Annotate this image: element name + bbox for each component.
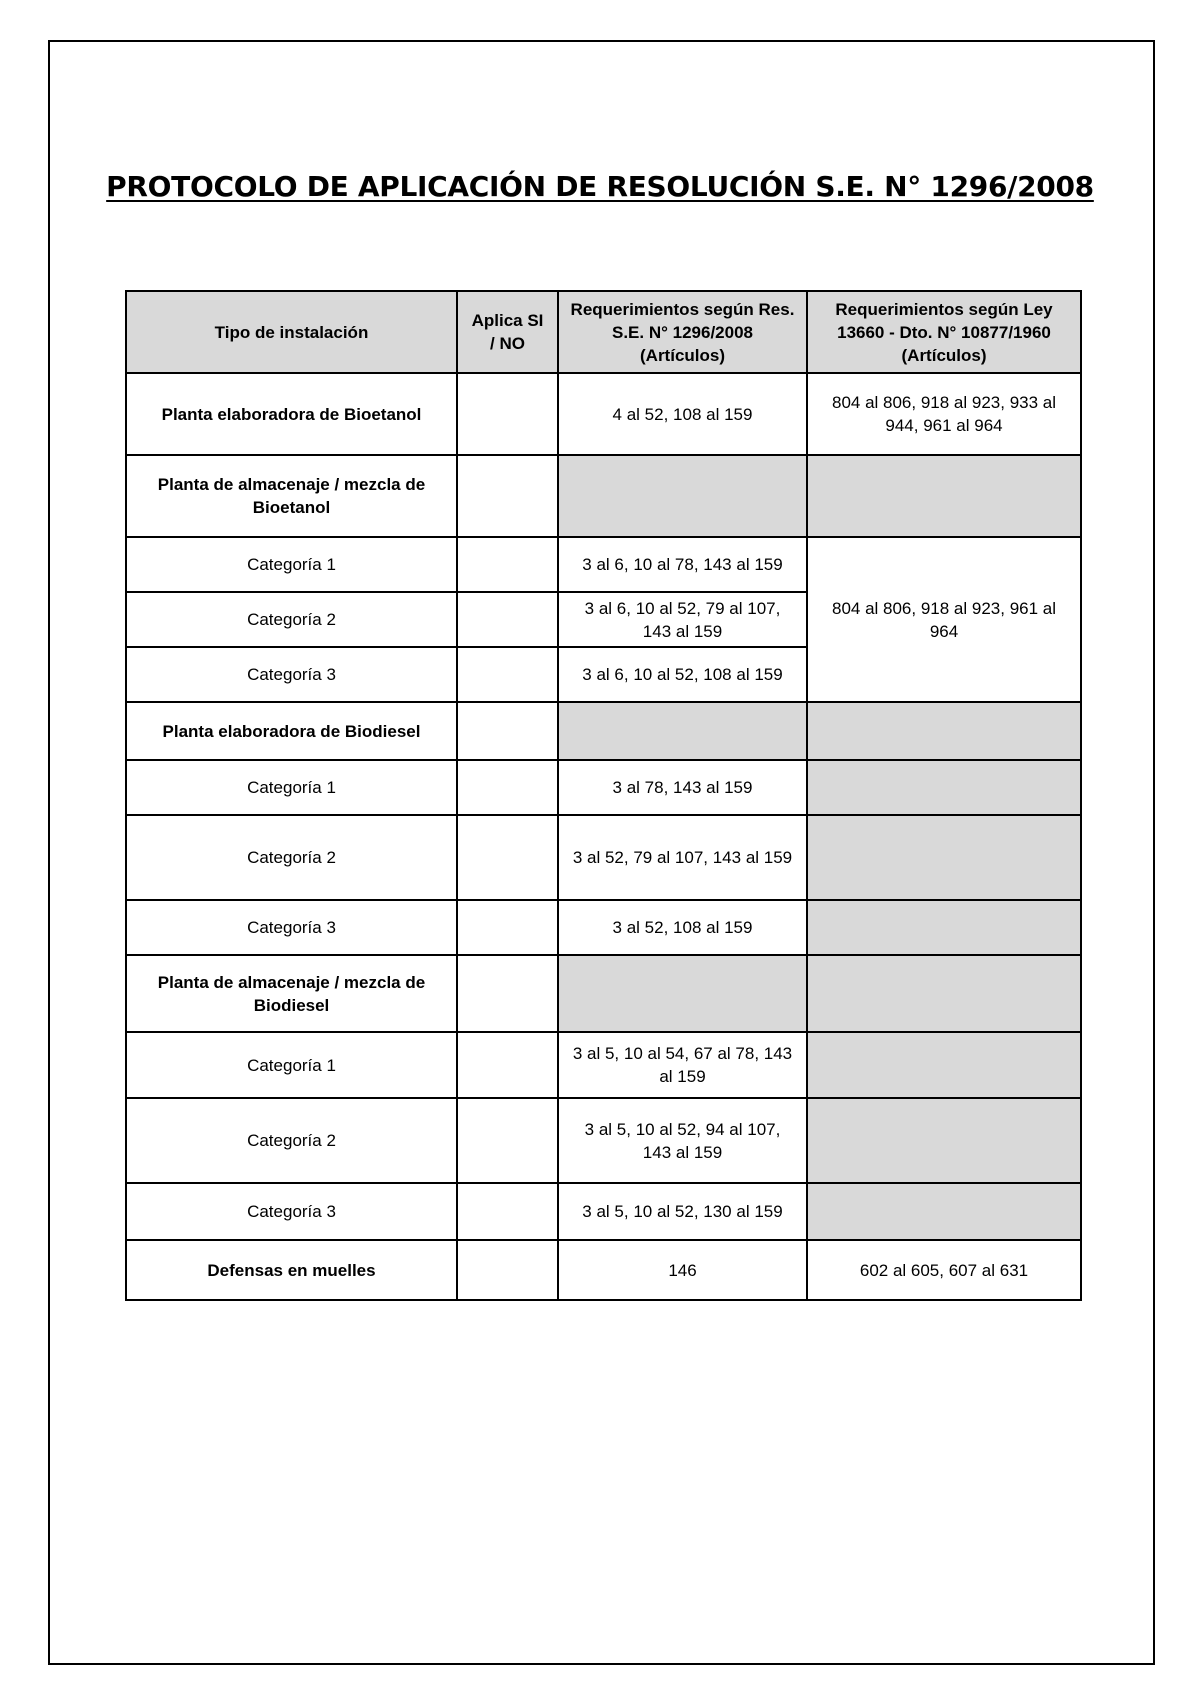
cell-res: 3 al 5, 10 al 52, 130 al 159 [558, 1183, 807, 1240]
cell-res: 3 al 52, 79 al 107, 143 al 159 [558, 815, 807, 900]
cell-ley [807, 1183, 1081, 1240]
table-row [126, 1183, 1081, 1240]
table-row [126, 537, 1081, 592]
table-row [126, 1032, 1081, 1098]
cell-aplica[interactable] [457, 1032, 558, 1098]
cell-aplica[interactable] [457, 900, 558, 955]
document-title [0, 170, 1200, 203]
cell-tipo: Categoría 1 [126, 760, 457, 815]
table-row [126, 1098, 1081, 1183]
cell-aplica[interactable] [457, 1240, 558, 1300]
cell-aplica[interactable] [457, 647, 558, 702]
cell-res [558, 955, 807, 1032]
cell-res: 146 [558, 1240, 807, 1300]
cell-aplica[interactable] [457, 1183, 558, 1240]
header-aplica: Aplica SI / NO [457, 291, 558, 373]
cell-res: 3 al 5, 10 al 52, 94 al 107, 143 al 159 [558, 1098, 807, 1183]
table-row [126, 373, 1081, 455]
cell-ley-merged: 804 al 806, 918 al 923, 961 al 964 [807, 537, 1081, 702]
document-title-text: PROTOCOLO DE APLICACIÓN DE RESOLUCIÓN S.E. N° 1296/2008 [106, 170, 1094, 203]
cell-ley [807, 815, 1081, 900]
cell-ley [807, 955, 1081, 1032]
cell-aplica[interactable] [457, 1098, 558, 1183]
table-row [126, 955, 1081, 1032]
table-row [126, 815, 1081, 900]
cell-tipo: Planta de almacenaje / mezcla de Bioetanol [126, 455, 457, 537]
header-ley: Requerimientos según Ley 13660 - Dto. N° 10877/1960 (Artículos) [807, 291, 1081, 373]
cell-tipo: Categoría 3 [126, 647, 457, 702]
table-row [126, 455, 1081, 537]
table-row [126, 900, 1081, 955]
protocol-table [125, 290, 1082, 1301]
cell-ley: 804 al 806, 918 al 923, 933 al 944, 961 al 964 [807, 373, 1081, 455]
cell-res [558, 455, 807, 537]
cell-tipo: Categoría 3 [126, 1183, 457, 1240]
cell-ley [807, 1098, 1081, 1183]
cell-ley: 602 al 605, 607 al 631 [807, 1240, 1081, 1300]
cell-aplica[interactable] [457, 455, 558, 537]
cell-tipo: Planta de almacenaje / mezcla de Biodiesel [126, 955, 457, 1032]
cell-tipo: Defensas en muelles [126, 1240, 457, 1300]
cell-res: 3 al 6, 10 al 52, 108 al 159 [558, 647, 807, 702]
cell-res: 3 al 5, 10 al 54, 67 al 78, 143 al 159 [558, 1032, 807, 1098]
cell-tipo: Planta elaboradora de Biodiesel [126, 702, 457, 760]
cell-aplica[interactable] [457, 815, 558, 900]
cell-ley [807, 702, 1081, 760]
cell-res: 3 al 78, 143 al 159 [558, 760, 807, 815]
cell-res: 3 al 6, 10 al 78, 143 al 159 [558, 537, 807, 592]
cell-aplica[interactable] [457, 760, 558, 815]
cell-res: 3 al 52, 108 al 159 [558, 900, 807, 955]
cell-tipo: Categoría 3 [126, 900, 457, 955]
cell-ley [807, 760, 1081, 815]
cell-ley [807, 900, 1081, 955]
cell-tipo: Categoría 1 [126, 1032, 457, 1098]
cell-tipo: Categoría 2 [126, 815, 457, 900]
table-row [126, 1240, 1081, 1300]
header-res: Requerimientos según Res. S.E. N° 1296/2008 (Artículos) [558, 291, 807, 373]
cell-ley [807, 455, 1081, 537]
cell-res [558, 702, 807, 760]
cell-res: 4 al 52, 108 al 159 [558, 373, 807, 455]
cell-ley [807, 1032, 1081, 1098]
cell-aplica[interactable] [457, 373, 558, 455]
table-header-row [126, 291, 1081, 373]
cell-tipo: Categoría 1 [126, 537, 457, 592]
table-row [126, 760, 1081, 815]
cell-tipo: Planta elaboradora de Bioetanol [126, 373, 457, 455]
cell-tipo: Categoría 2 [126, 592, 457, 647]
cell-res: 3 al 6, 10 al 52, 79 al 107, 143 al 159 [558, 592, 807, 647]
header-tipo: Tipo de instalación [126, 291, 457, 373]
cell-aplica[interactable] [457, 592, 558, 647]
table-row [126, 702, 1081, 760]
cell-aplica[interactable] [457, 955, 558, 1032]
cell-tipo: Categoría 2 [126, 1098, 457, 1183]
cell-aplica[interactable] [457, 702, 558, 760]
cell-aplica[interactable] [457, 537, 558, 592]
